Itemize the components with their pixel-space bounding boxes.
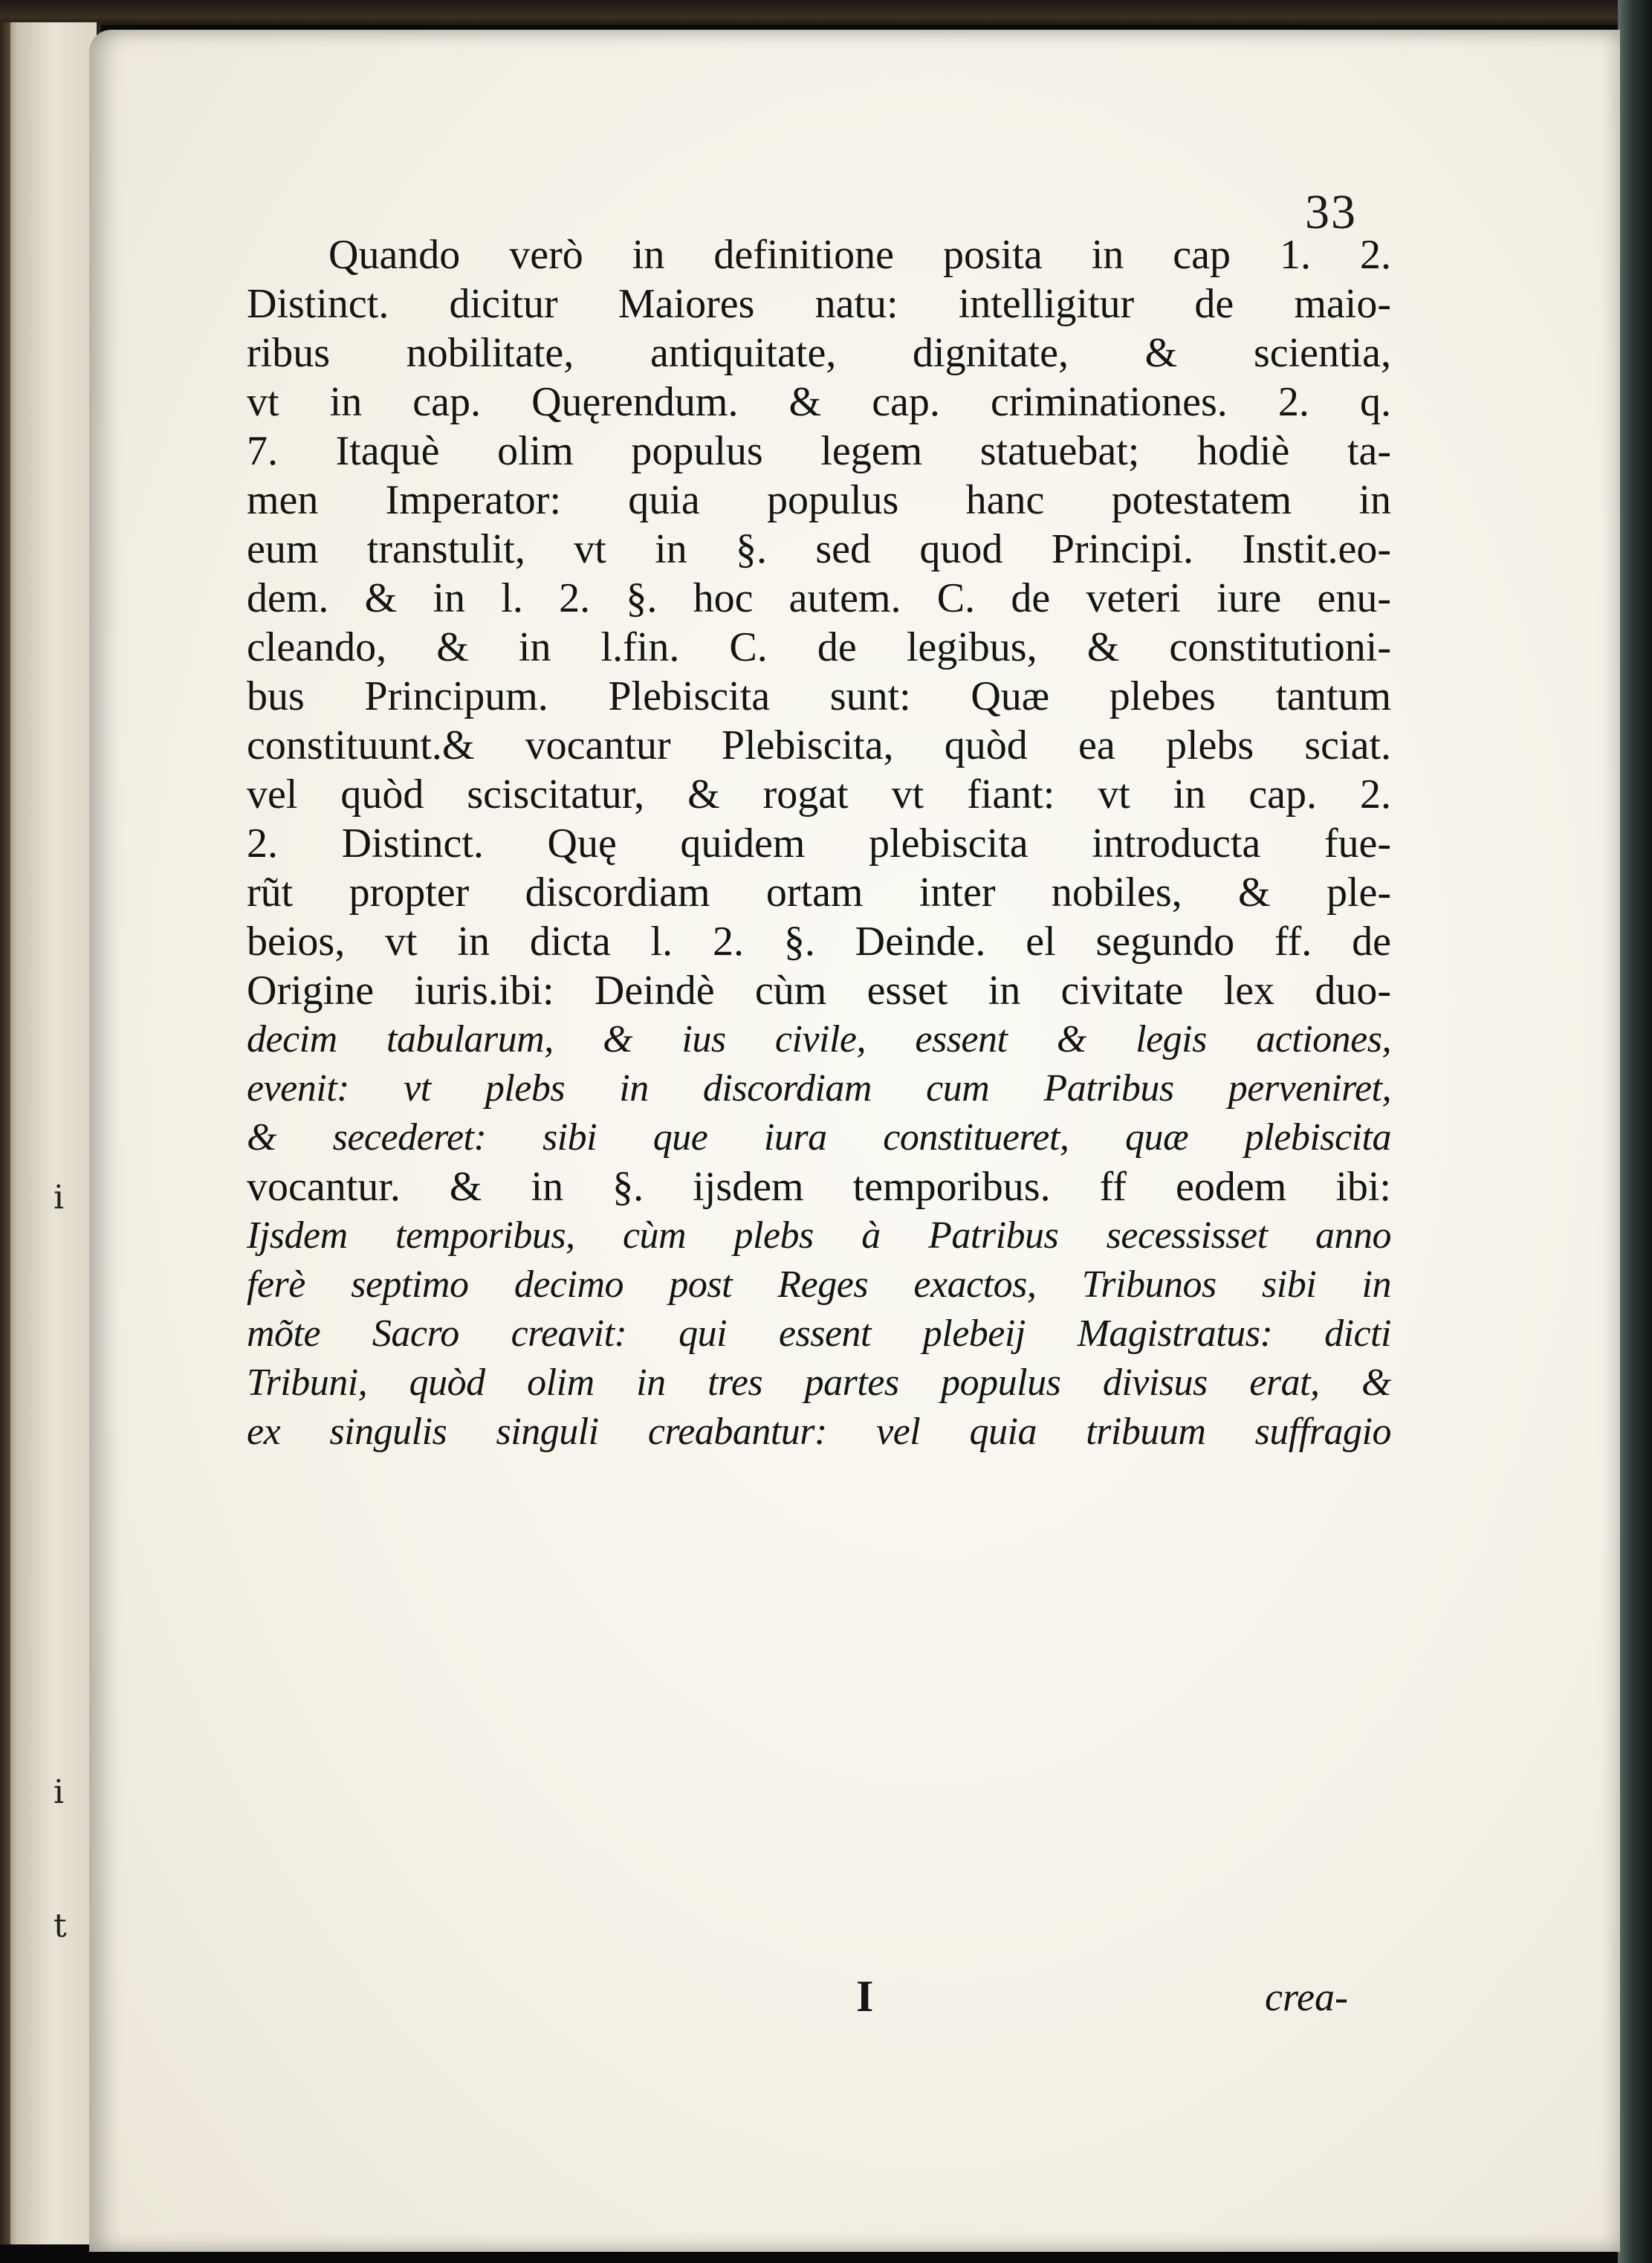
text-line: 2. Distinct. Quę quidem plebiscita introducta fue- <box>247 820 1391 867</box>
text-line-italic: ex singulis singuli creabantur: vel quia tribuum suffragio <box>247 1411 1391 1453</box>
left-page-glyph: t <box>54 1907 67 1945</box>
text-line: vocantur. & in §. ijsdem temporibus. ff eodem ibi: <box>247 1164 1391 1210</box>
text-line: vel quòd sciscitatur, & rogat vt fiant: vt in cap. 2. <box>247 771 1391 818</box>
text-line: ribus nobilitate, antiquitate, dignitate, & scientia, <box>247 330 1391 376</box>
book-page <box>89 30 1620 2252</box>
binding-top-edge <box>0 0 1652 25</box>
text-line: eum transtulit, vt in §. sed quod Principi. Instit.eo- <box>247 526 1391 572</box>
left-page-edge <box>0 22 101 2244</box>
page-number: 33 <box>1305 185 1357 239</box>
text-line: beios, vt in dicta l. 2. §. Deinde. el segundo ff. de <box>247 919 1391 965</box>
text-line: rũt propter discordiam ortam inter nobiles, & ple- <box>247 870 1391 916</box>
text-line-italic: mõte Sacro creavit: qui essent plebeij Magistratus: dicti <box>247 1312 1391 1355</box>
left-page-glyph: i <box>54 1773 65 1811</box>
text-line: Quando verò in definitione posita in cap 1. 2. <box>328 232 1391 278</box>
text-line: men Imperator: quia populus hanc potestatem in <box>247 477 1391 523</box>
text-line: Origine iuris.ibi: Deindè cùm esset in civitate lex duo- <box>247 968 1391 1014</box>
catchword: crea- <box>1265 1975 1348 2019</box>
text-line: constituunt.& vocantur Plebiscita, quòd ea plebs sciat. <box>247 722 1391 768</box>
text-line-italic: ferè septimo decimo post Reges exactos, Tribunos sibi in <box>247 1263 1391 1306</box>
page-body-text <box>247 230 1391 1457</box>
text-line-italic: Ijsdem temporibus, cùm plebs à Patribus secessisset anno <box>247 1214 1391 1257</box>
text-line: cleando, & in l.fin. C. de legibus, & constitutioni- <box>247 624 1391 670</box>
text-line-italic: Tribuni, quòd olim in tres partes populus divisus erat, & <box>247 1362 1391 1404</box>
left-page-binding-shadow <box>0 22 10 2244</box>
text-line-italic: evenit: vt plebs in discordiam cum Patribus perveniret, <box>247 1067 1391 1110</box>
text-line: vt in cap. Quęrendum. & cap. criminationes. 2. q. <box>247 379 1391 425</box>
text-line: dem. & in l. 2. §. hoc autem. C. de veteri iure enu- <box>247 575 1391 621</box>
text-line-italic: decim tabularum, & ius civile, essent & legis actiones, <box>247 1018 1391 1061</box>
text-line: Distinct. dicitur Maiores natu: intelligitur de maio- <box>247 281 1391 327</box>
text-line: 7. Itaquè olim populus legem statuebat; hodiè ta- <box>247 428 1391 474</box>
text-line: bus Principum. Plebiscita sunt: Quæ plebes tantum <box>247 673 1391 719</box>
signature-mark: I <box>856 1972 874 2021</box>
binding-right-edge <box>1618 0 1652 2263</box>
left-page-glyph: i <box>54 1179 65 1217</box>
text-line-italic: & secederet: sibi que iura constitueret, quæ plebiscita <box>247 1116 1391 1159</box>
